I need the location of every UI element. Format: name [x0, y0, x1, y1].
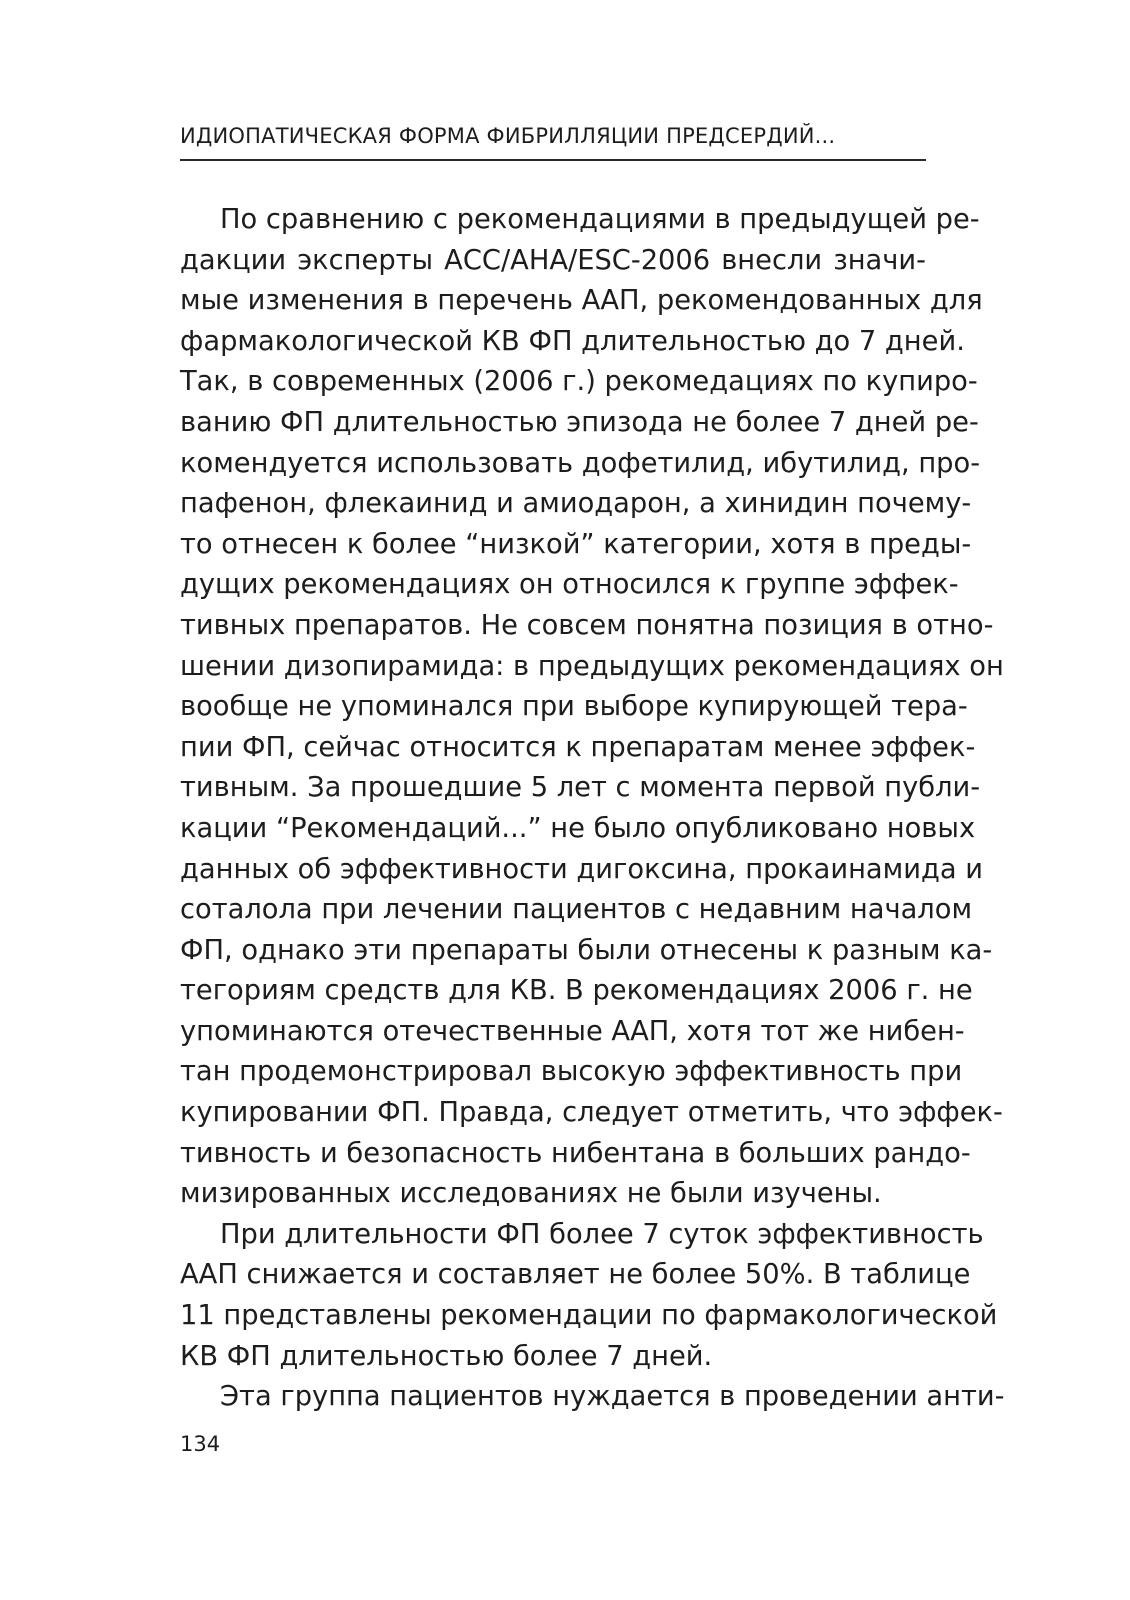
text-line: тан продемонстрировал высокую эффективность при [180, 1056, 963, 1088]
text-line: вообще не упоминался при выборе купирующей тера- [180, 691, 968, 723]
text-line: тивных препаратов. Не совсем понятна позиция в отно- [180, 609, 994, 641]
text-line: 11 представлены рекомендации по фармакологической [180, 1300, 998, 1332]
paragraph [180, 200, 1004, 1215]
text-line: то отнесен к более “низкой” категории, хотя в преды- [180, 528, 972, 560]
text-line: ААП снижается и составляет не более 50%. В таблице [180, 1259, 971, 1291]
text-line: При длительности ФП более 7 суток эффективность [220, 1218, 984, 1250]
text-line: мые изменения в перечень ААП, рекомендованных для [180, 285, 983, 317]
text-line: Так, в современных (2006 г.) рекомедациях по купиро- [180, 366, 978, 398]
text-line: тивным. За прошедшие 5 лет с момента первой публи- [180, 772, 981, 804]
text-line: мизированных исследованиях не были изучены. [180, 1178, 882, 1210]
text-line: дущих рекомендациях он относился к группе эффек- [180, 569, 959, 601]
text-line: соталола при лечении пациентов с недавним началом [180, 894, 973, 926]
text-line: тегориям средств для КВ. В рекомендациях 2006 г. не [180, 975, 973, 1007]
text-line: комендуется использовать дофетилид, ибутилид, про- [180, 447, 981, 479]
text-line: фармакологической КВ ФП длительностью до 7 дней. [180, 325, 965, 357]
text-line: шении дизопирамида: в предыдущих рекомендациях он [180, 650, 1004, 682]
text-line: тивность и безопасность нибентана в больших рандо- [180, 1137, 971, 1169]
text-line: Эта группа пациентов нуждается в проведении анти- [220, 1381, 1005, 1413]
text-line: КВ ФП длительностью более 7 дней. [180, 1340, 713, 1372]
running-header: ИДИОПАТИЧЕСКАЯ ФОРМА ФИБРИЛЛЯЦИИ ПРЕДСЕРДИЙ... [180, 121, 926, 161]
text-line: пафенон, флекаинид и амиодарон, а хинидин почему- [180, 488, 972, 520]
text-line: пии ФП, сейчас относится к препаратам менее эффек- [180, 731, 976, 763]
body-text [180, 200, 1005, 1418]
text-line: дакции эксперты АСС/АНА/ESC-2006 внесли значи- [180, 244, 926, 276]
paragraph [180, 1377, 1005, 1418]
text-line: кации “Рекомендаций...” не было опубликовано новых [180, 812, 976, 844]
text-line: данных об эффективности дигоксина, прокаинамида и [180, 853, 984, 885]
page-number: 134 [180, 1432, 221, 1456]
text-line: упоминаются отечественные ААП, хотя тот же нибен- [180, 1015, 965, 1047]
paragraph [180, 1215, 998, 1377]
text-line: ФП, однако эти препараты были отнесены к разным ка- [180, 934, 993, 966]
text-line: ванию ФП длительностью эпизода не более 7 дней ре- [180, 406, 979, 438]
text-line: По сравнению с рекомендациями в предыдущей ре- [220, 204, 980, 235]
text-line: купировании ФП. Правда, следует отметить, что эффек- [180, 1097, 1003, 1129]
